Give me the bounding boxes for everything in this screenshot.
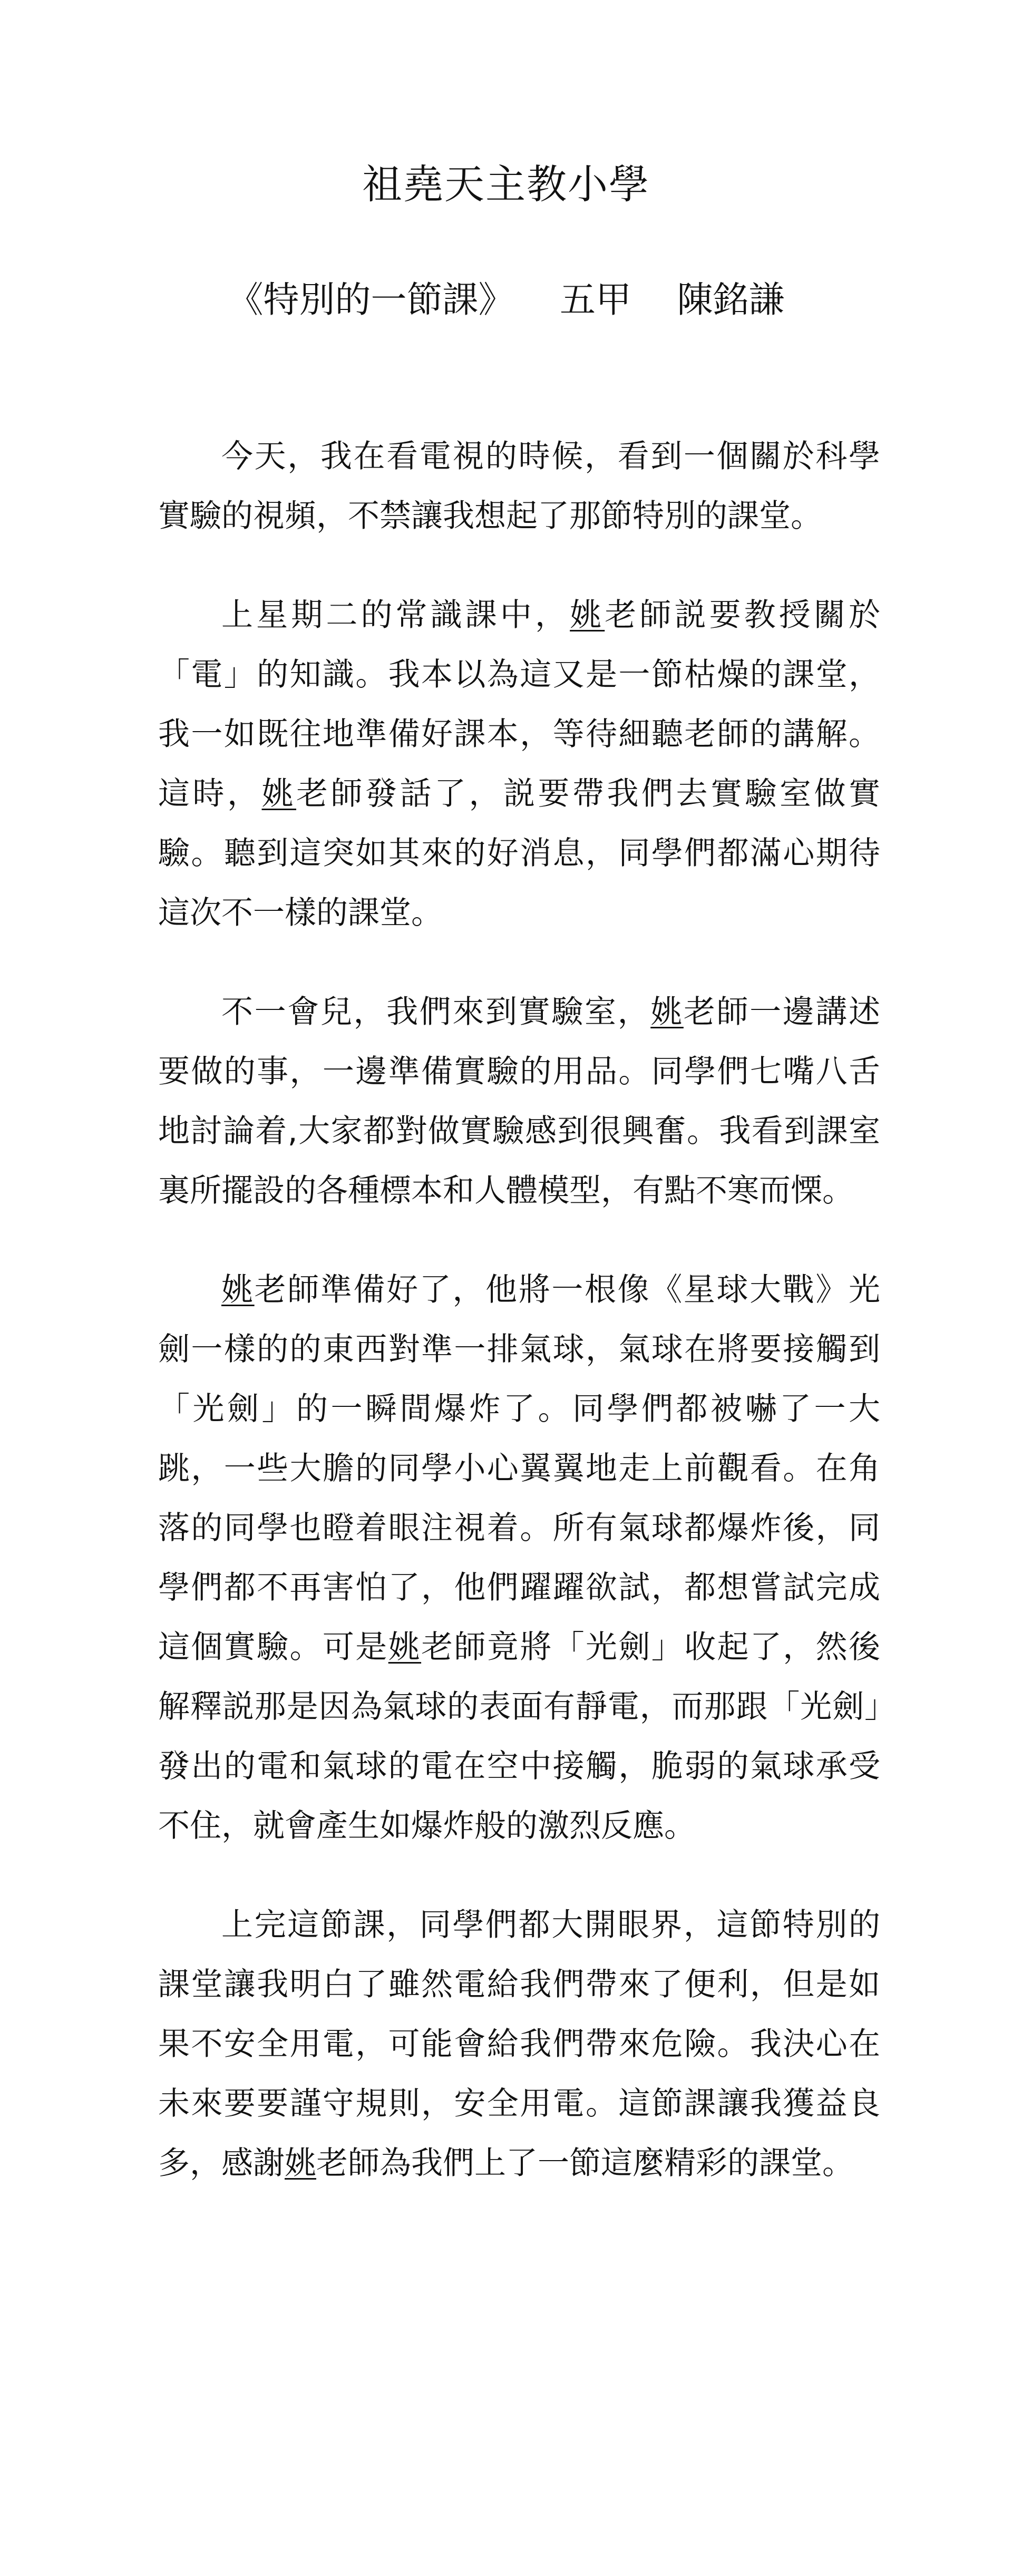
paragraph-4 [158,1260,880,1856]
school-name: 祖堯天主教小學 [362,161,650,208]
paragraph-text: 上完這節課，同學們都大開眼界，這節特別的課堂讓我明白了雖然電給我們帶來了便利，但是如果不安全用電，可能會給我們帶來危險。我決心在未來要要謹守規則，安全用電。這節課讓我獲益良多，感謝 [158,1907,880,2182]
essay-body [158,427,880,2193]
paragraph-text: 老師準備好了，他將一根像《星球大戰》光劍一樣的的東西對準一排氣球，氣球在將要接觸到「光劍」的一瞬間爆炸了。同學們都被嚇了一大跳，一些大膽的同學小心翼翼地走上前觀看。在角落的同學也瞪着眼注視着。所有氣球都爆炸後，同學們都不再害怕了，他們躍躍欲試，都想嘗試完成這個實驗。可是 [158,1271,881,1666]
teacher-surname: 姚 [285,2145,316,2182]
paragraph-text: 上星期二的常識課中， [221,597,570,634]
paragraph-text: 老師發話了，説要帶我們去實驗室做實驗。聽到這突如其來的好消息，同學們都滿心期待這次不一樣的課堂。 [158,775,880,931]
paragraph-text: 不一會兒，我們來到實驗室， [221,994,651,1031]
paragraph-1 [158,427,880,546]
paragraph-text: 老師説要教授關於「電」的知識。我本以為這又是一節枯燥的課堂，我一如既往地準備好課本，等待細聽老師的講解。這時， [158,597,881,812]
paragraph-5 [158,1895,880,2193]
teacher-surname: 姚 [650,994,684,1031]
teacher-surname: 姚 [388,1629,422,1666]
paragraph-text: 老師竟將「光劍」收起了，然後解釋説那是因為氣球的表面有靜電，而那跟「光劍」發出的電和氣球的電在空中接觸，脆弱的氣球承受不住，就會產生如爆炸般的激烈反應。 [158,1629,881,1844]
teacher-surname: 姚 [261,775,296,812]
paragraph-text: 老師為我們上了一節這麼精彩的課堂。 [316,2145,854,2182]
paragraph-text: 老師一邊講述要做的事，一邊準備實驗的用品。同學們七嘴八舌地討論着,大家都對做實驗感到很興奮。我看到課室裏所擺設的各種標本和人體模型，有點不寒而慄。 [158,994,881,1209]
essay-heading: 《特別的一節課》 五甲 陳銘謙 [227,279,785,321]
paragraph-2 [158,586,880,943]
paragraph-3 [158,983,880,1221]
teacher-surname: 姚 [221,1271,255,1308]
paragraph-text: 今天，我在看電視的時候，看到一個關於科學實驗的視頻，不禁讓我想起了那節特別的課堂。 [158,438,880,534]
teacher-surname: 姚 [570,597,605,634]
